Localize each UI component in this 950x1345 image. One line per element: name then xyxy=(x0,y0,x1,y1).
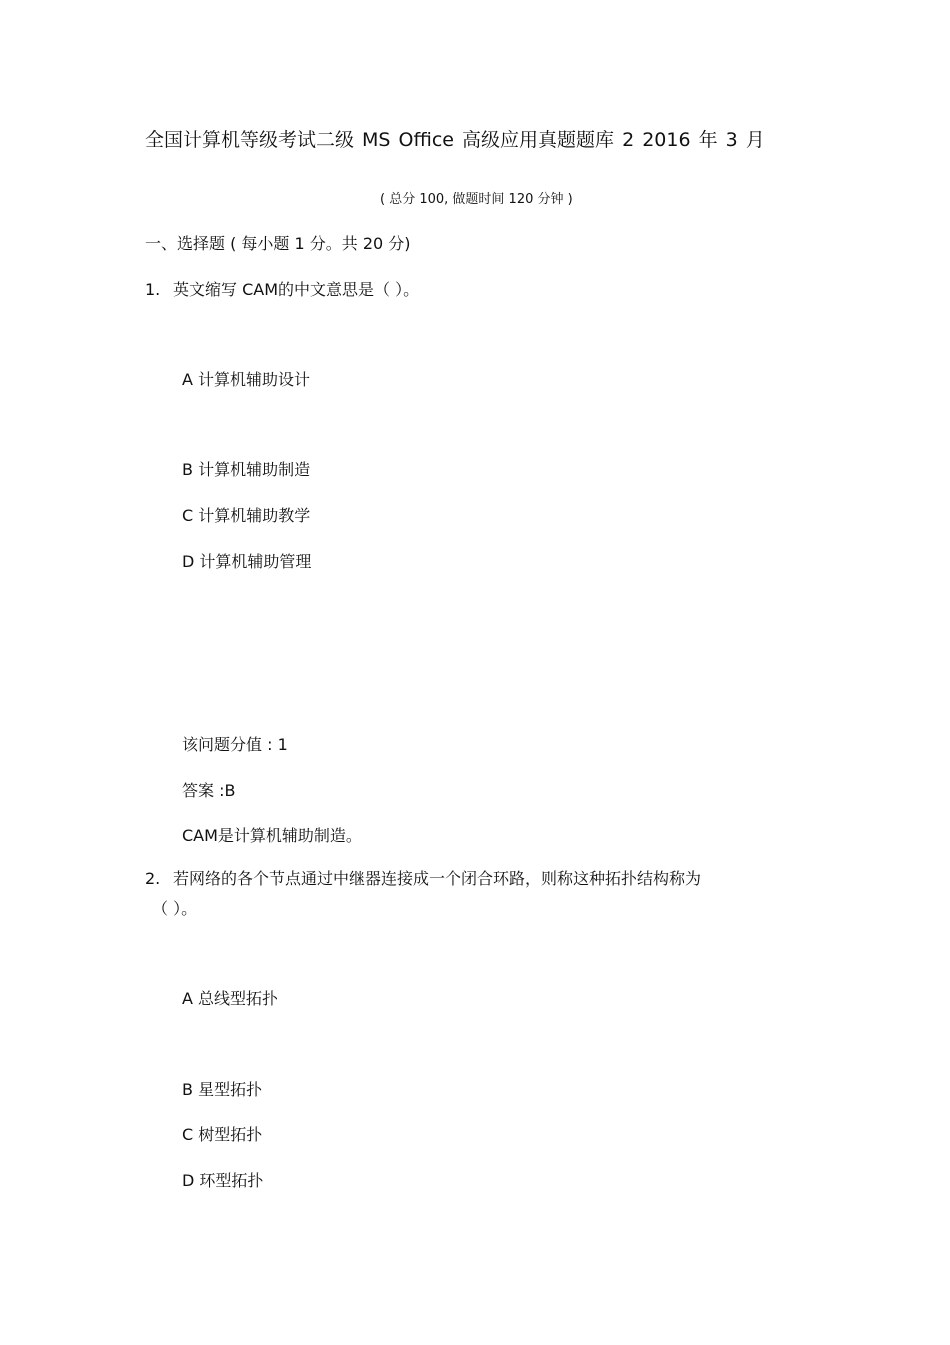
question-text: 英文缩写 CAM的中文意思是（ ）。 xyxy=(173,280,420,299)
question-1-answer: 答案 :B xyxy=(182,781,236,800)
question-1-option-d: D 计算机辅助管理 xyxy=(182,552,312,571)
question-1-score: 该问题分值 : 1 xyxy=(182,735,288,754)
question-1-option-c: C 计算机辅助教学 xyxy=(182,506,311,525)
question-text: 若网络的各个节点通过中继器连接成一个闭合环路，则称这种拓扑结构称为 xyxy=(173,869,702,888)
question-1-explanation: CAM是计算机辅助制造。 xyxy=(182,826,362,845)
question-number: 1. xyxy=(145,280,161,299)
question-1-option-a: A 计算机辅助设计 xyxy=(182,370,311,389)
question-2-option-c: C 树型拓扑 xyxy=(182,1125,263,1144)
question-1 xyxy=(145,282,419,298)
document-title: 全国计算机等级考试二级 MS Office 高级应用真题题库 2 2016 年 3 月 xyxy=(145,129,765,151)
section-heading: 一、选择题 ( 每小题 1 分。共 20 分) xyxy=(145,234,411,253)
question-2 xyxy=(145,871,701,887)
exam-info: ( 总分 100, 做题时间 120 分钟 ) xyxy=(380,192,573,207)
question-2-option-a: A 总线型拓扑 xyxy=(182,989,279,1008)
question-2-text-continued: （ ）。 xyxy=(152,899,198,918)
question-2-option-b: B 星型拓扑 xyxy=(182,1080,263,1099)
question-2-option-d: D 环型拓扑 xyxy=(182,1171,264,1190)
question-number: 2. xyxy=(145,869,161,888)
question-1-option-b: B 计算机辅助制造 xyxy=(182,460,311,479)
